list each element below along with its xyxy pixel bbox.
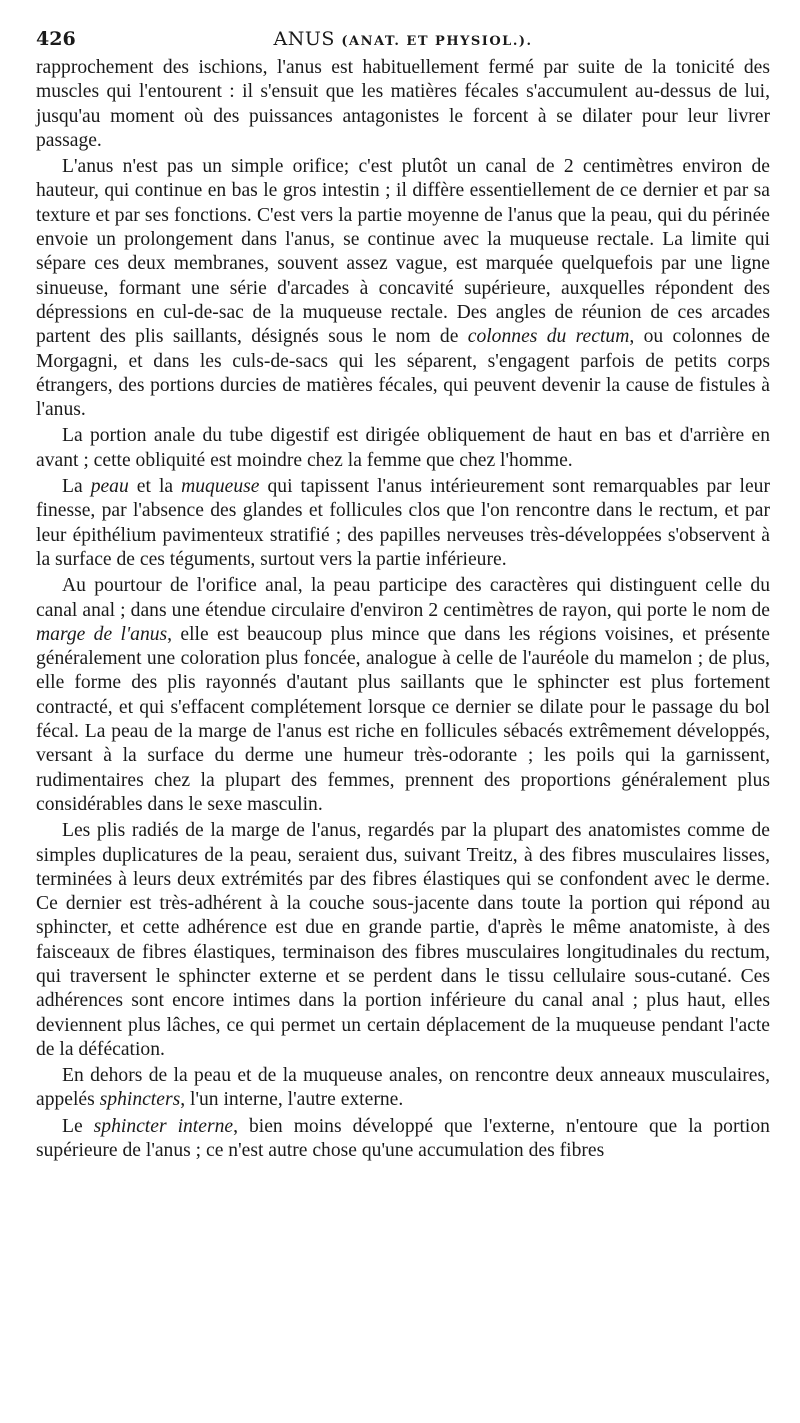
paragraph bbox=[36, 155, 770, 422]
text-run: , ou colonnes de Morgagni, et dans les culs-de-sacs qui les séparent, s'engagent parfois de petits corps étrangers, des portions durcies de matières fécales, qui peuvent devenir la cause de fistules à l'anus. bbox=[36, 326, 770, 421]
text-run: qui tapissent l'anus intérieurement sont remarquables par leur finesse, par l'absence des glandes et follicules clos que l'on rencontre dans le rectum, et par leur épithélium pavimenteux stratifié ; des papilles nerveuses très-développées s'observent à la surface de ces téguments, surtout vers la partie inférieure. bbox=[36, 476, 770, 570]
text-run: et la bbox=[128, 476, 182, 498]
text-run: La portion anale du tube digestif est dirigée obliquement de haut en bas et d'arrière en avant ; cette obliquité est moindre chez la femme que chez l'homme. bbox=[36, 425, 770, 471]
paragraph bbox=[36, 424, 770, 473]
running-title bbox=[36, 28, 770, 50]
text-run: rapprochement des ischions, l'anus est habituellement fermé par suite de la tonicité des muscles qui l'entourent : il s'ensuit que les matières fécales s'accumulent au-dessus de lui, jusqu'au moment où des puissances antagonistes le forcent à se dilater pour leur livrer passage. bbox=[36, 57, 770, 151]
italic-term: sphincters bbox=[99, 1089, 181, 1111]
italic-term: sphincter interne bbox=[93, 1115, 234, 1137]
paragraph bbox=[36, 819, 770, 1062]
page-number: 426 bbox=[36, 28, 76, 50]
text-run: , elle est beaucoup plus mince que dans les régions voisines, et présente généralement une coloration plus foncée, analogue à celle de l'auréole du mamelon ; de plus, elle forme des plis rayonnés d'autant plus saillants que le sphincter est plus fortement contracté, et qui s'effacent complétement lorsque ce dernier se dilate pour le passage du bol fécal. La peau de la marge de l'anus est riche en follicules sébacés extrêmement développés, versant à la surface du derme une humeur très-odorante ; les poils qui la garnissent, rudimentaires chez la plupart des femmes, prennent des proportions généralement plus considérables dans le sexe masculin. bbox=[36, 623, 771, 815]
text-run: , bien moins développé que l'externe, n'entoure que la portion supérieure de l'anus ; ce n'est autre chose qu'une accumulation des fibres bbox=[36, 1115, 770, 1162]
body-text bbox=[36, 56, 770, 1163]
italic-term: muqueuse bbox=[181, 476, 260, 498]
text-run: L'anus n'est pas un simple orifice; c'est plutôt un canal de 2 centimètres environ de hauteur, qui continue en bas le gros intestin ; il diffère essentiellement de ce dernier et par sa texture et par ses fonctions. C'est vers la partie moyenne de l'anus que la peau, qui du périnée envoie un prolongement dans l'anus, se continue avec la muqueuse rectale. La limite qui sépare ces deux membranes, souvent assez vague, est marquée quelquefois par une ligne sinueuse, formant une série d'arcades à concavité supérieure, auxquelles répondent des dépressions en cul-de-sac de la muqueuse rectale. Des angles de réunion de ces arcades partent des plis saillants, désignés sous le nom de bbox=[36, 156, 770, 348]
running-head bbox=[36, 22, 770, 56]
text-run: , l'un interne, l'autre externe. bbox=[180, 1089, 404, 1111]
paragraph bbox=[36, 1115, 770, 1164]
running-title-main: ANUS bbox=[273, 28, 335, 50]
italic-term: marge de l'anus bbox=[36, 623, 168, 645]
paragraph bbox=[36, 56, 770, 153]
running-title-subtitle: (ANAT. ET PHYSIOL.). bbox=[341, 34, 533, 49]
text-run: En dehors de la peau et de la muqueuse anales, on rencontre deux anneaux musculaires, appelés bbox=[36, 1065, 770, 1111]
text-run: Au pourtour de l'orifice anal, la peau participe des caractères qui distinguent celle du canal anal ; dans une étendue circulaire d'environ 2 centimètres de rayon, qui porte le nom de bbox=[36, 575, 770, 621]
text-run: Les plis radiés de la marge de l'anus, regardés par la plupart des anatomistes comme de simples duplicatures de la peau, seraient dus, suivant Treitz, à des fibres musculaires lisses, terminées à leurs deux extrémités par des fibres élastiques qui se confondent avec le derme. Ce dernier est très-adhérent à la couche sous-jacente dans toute la portion qui répond au sphincter, et cette adhérence est due en grande partie, d'après le même anatomiste, à des faisceaux de fibres élastiques, terminaison des fibres musculaires longitudinales du rectum, qui traversent le sphincter externe et se perdent dans le tissu cellulaire sous-cutané. Ces adhérences sont encore intimes dans la portion inférieure du canal anal ; plus haut, elles deviennent plus lâches, ce qui permet un certain déplacement de la muqueuse pendant l'acte de la défécation. bbox=[36, 820, 770, 1060]
paragraph bbox=[36, 475, 770, 572]
italic-term: peau bbox=[90, 476, 129, 498]
text-run: Le bbox=[62, 1115, 94, 1137]
paragraph bbox=[36, 574, 770, 817]
text-run: La bbox=[62, 476, 91, 498]
paragraph bbox=[36, 1064, 770, 1113]
italic-term: colonnes du rectum bbox=[467, 326, 630, 348]
